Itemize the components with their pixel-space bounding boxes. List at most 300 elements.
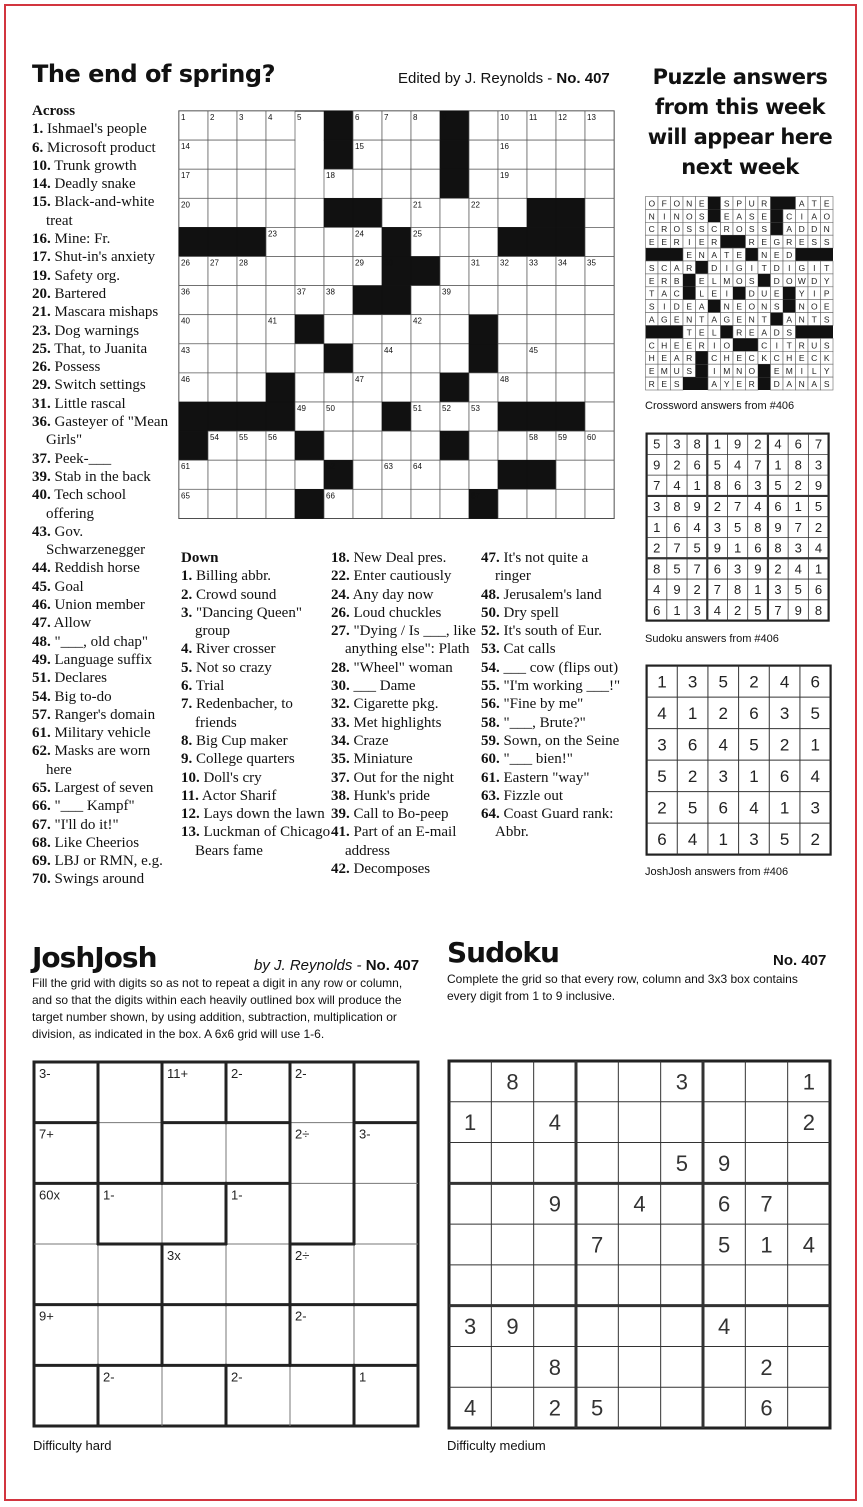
- prev-joshjosh-digit: 1: [779, 798, 790, 818]
- crossword-cell[interactable]: [411, 489, 440, 518]
- cell-number: 38: [326, 287, 335, 297]
- sudoku-digit: 9: [506, 1313, 519, 1339]
- crossword-cell[interactable]: [266, 169, 295, 198]
- crossword-cell[interactable]: [237, 286, 266, 315]
- answer-letter: A: [786, 379, 793, 389]
- crossword-cell[interactable]: [469, 111, 498, 140]
- answer-letter: H: [661, 340, 668, 351]
- prev-sudoku-digit: 9: [693, 499, 701, 515]
- prev-sudoku-digit: 5: [733, 519, 742, 535]
- crossword-cell[interactable]: [527, 315, 556, 344]
- across-clue: 19. Safety org.: [32, 267, 121, 284]
- prev-sudoku-digit: 4: [794, 561, 802, 577]
- answer-letter: C: [673, 288, 680, 299]
- crossword-cell[interactable]: [295, 227, 324, 256]
- across-clue: 29. Switch settings: [32, 377, 146, 394]
- crossword-cell[interactable]: [266, 140, 295, 169]
- crossword-cell[interactable]: [469, 286, 498, 315]
- prev-sudoku-digit: 2: [774, 561, 782, 577]
- crossword-cell[interactable]: [585, 460, 614, 489]
- answer-letter: E: [661, 353, 668, 364]
- prev-sudoku-digit: 9: [733, 436, 742, 452]
- cell-number: 31: [471, 258, 480, 268]
- sudoku-digit: 9: [718, 1150, 731, 1176]
- down-clue: 54. ___ cow (flips out): [481, 659, 619, 676]
- black-square: [721, 326, 734, 339]
- crossword-cell[interactable]: [556, 169, 585, 198]
- crossword-cell[interactable]: [237, 373, 266, 402]
- cell-number: 45: [529, 345, 538, 355]
- prev-sudoku-digit: 6: [733, 478, 742, 494]
- crossword-cell[interactable]: [469, 460, 498, 489]
- black-square: [527, 227, 556, 256]
- answer-letter: N: [748, 314, 755, 325]
- cell-number: 28: [239, 258, 248, 268]
- cell-number: 60: [587, 433, 596, 443]
- cage-clue: 2-: [231, 1369, 243, 1385]
- crossword-cell[interactable]: [556, 315, 585, 344]
- crossword-cell[interactable]: [469, 431, 498, 460]
- across-clue: 68. Like Cheerios: [32, 834, 140, 851]
- down-clue: 3. "Dancing Queen" group: [181, 604, 302, 640]
- crossword-cell[interactable]: [353, 169, 382, 198]
- cage-clue: 2-: [231, 1066, 243, 1081]
- crossword-cell[interactable]: [208, 460, 237, 489]
- cell-number: 27: [210, 258, 219, 268]
- cage-clue: 3-: [359, 1126, 371, 1142]
- prev-joshjosh-digit: 5: [779, 829, 790, 849]
- answer-letter: R: [786, 237, 793, 248]
- prev-sudoku-digit: 9: [713, 540, 721, 556]
- crossword-cell[interactable]: [556, 344, 585, 373]
- crossword-cell[interactable]: [382, 169, 411, 198]
- across-clue: 23. Dog warnings: [32, 322, 140, 339]
- prev-sudoku-digit: 8: [693, 436, 701, 452]
- answer-letter: G: [773, 237, 781, 248]
- crossword-cell[interactable]: [382, 315, 411, 344]
- answer-letter: I: [663, 301, 666, 312]
- answer-letter: U: [748, 198, 755, 209]
- crossword-cell[interactable]: [527, 489, 556, 518]
- joshjosh-byline: by J. Reynolds - No. 407: [254, 957, 420, 974]
- cell-number: 4: [268, 113, 273, 122]
- crossword-cell[interactable]: [208, 140, 237, 169]
- cell-number: 24: [355, 229, 364, 239]
- across-clue: 36. Gasteyer of "Mean Girls": [32, 414, 169, 449]
- answer-letter: H: [648, 353, 655, 364]
- prev-joshjosh-digit: 4: [718, 735, 729, 755]
- cell-number: 58: [529, 433, 538, 443]
- crossword-cell[interactable]: [324, 315, 353, 344]
- crossword-cell[interactable]: [440, 198, 469, 227]
- crossword-cell[interactable]: [498, 431, 527, 460]
- down-clue: 50. Dry spell: [481, 604, 559, 621]
- answer-letter: D: [773, 275, 780, 286]
- sudoku-grid[interactable]: [447, 1059, 833, 1431]
- crossword-cell[interactable]: [295, 198, 324, 227]
- crossword-cell[interactable]: [266, 198, 295, 227]
- answer-letter: S: [823, 314, 830, 325]
- prev-joshjosh-digit: 4: [779, 672, 790, 692]
- answer-letter: U: [761, 288, 768, 299]
- cell-number: 23: [268, 229, 277, 239]
- black-square: [440, 373, 469, 402]
- sudoku-digit: 5: [718, 1232, 731, 1258]
- answer-letter: G: [798, 262, 806, 273]
- cage-clue: 2÷: [295, 1126, 310, 1142]
- answer-letter: E: [648, 237, 655, 248]
- crossword-cell[interactable]: [498, 286, 527, 315]
- prev-sudoku-digit: 3: [774, 582, 782, 598]
- answer-letter: R: [736, 327, 743, 338]
- crossword-cell[interactable]: [237, 140, 266, 169]
- crossword-cell[interactable]: [585, 373, 614, 402]
- prev-sudoku-digit: 5: [673, 561, 681, 577]
- cage-clue: 7+: [39, 1126, 54, 1142]
- answer-letter: H: [723, 353, 730, 364]
- prev-sudoku-digit: 9: [814, 478, 823, 494]
- crossword-cell[interactable]: [353, 489, 382, 518]
- cell-number: 7: [384, 113, 389, 122]
- crossword-cell[interactable]: [208, 344, 237, 373]
- cell-number: 46: [181, 374, 190, 384]
- answer-letter: S: [698, 211, 705, 222]
- black-square: [498, 227, 527, 256]
- crossword-cell[interactable]: [324, 227, 353, 256]
- down-clue: 30. ___ Dame: [331, 678, 416, 695]
- prev-joshjosh-grid: [645, 664, 833, 858]
- crossword-cell[interactable]: [266, 489, 295, 518]
- sudoku-digit: 6: [760, 1395, 773, 1421]
- prev-sudoku-digit: 6: [814, 582, 823, 598]
- crossword-cell[interactable]: [208, 489, 237, 518]
- answer-letter: D: [673, 301, 680, 312]
- black-square: [771, 209, 784, 222]
- answer-letter: O: [748, 366, 756, 377]
- answer-letter: N: [673, 211, 680, 222]
- crossword-cell[interactable]: [208, 315, 237, 344]
- prev-sudoku-digit: 7: [713, 582, 721, 598]
- prev-sudoku-digit: 7: [673, 540, 681, 556]
- crossword-cell[interactable]: [585, 315, 614, 344]
- black-square: [758, 364, 771, 377]
- cell-number: 42: [413, 316, 422, 326]
- across-clue: 16. Mine: Fr.: [32, 231, 111, 248]
- cage-clue: 2÷: [295, 1248, 310, 1263]
- crossword-cell[interactable]: [411, 286, 440, 315]
- answer-letter: T: [699, 314, 705, 325]
- prev-sudoku-digit: 5: [774, 478, 782, 494]
- sudoku-title: Sudoku: [447, 936, 559, 969]
- answer-letter: N: [761, 250, 768, 260]
- crossword-cell[interactable]: [208, 198, 237, 227]
- answer-letter: M: [785, 366, 793, 377]
- answer-letter: E: [736, 301, 743, 312]
- crossword-cell[interactable]: [585, 489, 614, 518]
- answer-letter: S: [698, 224, 705, 235]
- down-clue: 33. Met highlights: [331, 714, 442, 731]
- across-clue: 48. "___, old chap": [32, 633, 148, 650]
- crossword-cell[interactable]: [498, 344, 527, 373]
- crossword-cell[interactable]: [498, 198, 527, 227]
- cell-number: 48: [500, 374, 509, 384]
- answer-letter: T: [649, 288, 655, 299]
- crossword-cell[interactable]: [411, 169, 440, 198]
- black-square: [746, 248, 759, 261]
- answer-letter: S: [648, 262, 655, 273]
- answer-letter: R: [748, 237, 755, 248]
- answer-letter: N: [798, 379, 805, 389]
- crossword-grid[interactable]: [178, 110, 616, 534]
- answer-letter: S: [686, 366, 693, 377]
- answer-letter: A: [661, 288, 668, 299]
- black-square: [324, 344, 353, 373]
- down-clue: 38. Hunk's pride: [331, 787, 430, 804]
- crossword-cell[interactable]: [556, 460, 585, 489]
- black-square: [266, 402, 295, 431]
- crossword-cell[interactable]: [237, 460, 266, 489]
- black-square: [295, 431, 324, 460]
- cell-number: 32: [500, 258, 509, 268]
- cell-number: 9: [442, 113, 447, 122]
- crossword-cell[interactable]: [208, 373, 237, 402]
- crossword-cell[interactable]: [295, 460, 324, 489]
- crossword-cell[interactable]: [353, 431, 382, 460]
- prev-sudoku-digit: 9: [653, 457, 661, 473]
- black-square: [733, 338, 746, 351]
- down-clue: 5. Not so crazy: [181, 659, 272, 676]
- black-square: [696, 377, 709, 390]
- prev-sudoku-digit: 1: [794, 499, 802, 515]
- cell-number: 30: [384, 258, 393, 268]
- crossword-cell[interactable]: [527, 140, 556, 169]
- crossword-cell[interactable]: [440, 489, 469, 518]
- crossword-cell[interactable]: [585, 169, 614, 198]
- crossword-cell[interactable]: [266, 286, 295, 315]
- crossword-cell[interactable]: [440, 315, 469, 344]
- answer-letter: T: [686, 327, 692, 338]
- cell-number: 20: [181, 200, 190, 210]
- sudoku-digit: 8: [506, 1069, 519, 1095]
- crossword-cell[interactable]: [411, 431, 440, 460]
- prev-sudoku-digit: 7: [653, 478, 661, 494]
- crossword-cell[interactable]: [353, 460, 382, 489]
- crossword-cell[interactable]: [527, 373, 556, 402]
- prev-joshjosh-digit: 6: [779, 766, 790, 786]
- cell-number: 67: [471, 491, 480, 501]
- crossword-cell[interactable]: [440, 344, 469, 373]
- answer-letter: E: [736, 379, 743, 389]
- crossword-cell[interactable]: [382, 431, 411, 460]
- crossword-cell[interactable]: [353, 402, 382, 431]
- prev-crossword-caption: Crossword answers from #406: [645, 400, 795, 412]
- prev-joshjosh-digit: 1: [687, 703, 698, 723]
- answer-letter: N: [823, 224, 830, 235]
- crossword-cell[interactable]: [266, 344, 295, 373]
- sudoku-number: No. 407: [773, 952, 827, 969]
- prev-sudoku-digit: 6: [774, 499, 782, 515]
- black-square: [469, 315, 498, 344]
- crossword-cell[interactable]: [498, 489, 527, 518]
- crossword-cell[interactable]: [411, 344, 440, 373]
- answer-letter: D: [811, 224, 818, 235]
- crossword-cell[interactable]: [382, 140, 411, 169]
- answer-letter: S: [823, 379, 830, 389]
- crossword-cell[interactable]: [237, 489, 266, 518]
- across-clue: 39. Stab in the back: [32, 468, 151, 485]
- down-clues-col1: [181, 549, 331, 860]
- crossword-cell[interactable]: [382, 373, 411, 402]
- crossword-cell[interactable]: [527, 169, 556, 198]
- crossword-cell[interactable]: [295, 344, 324, 373]
- answer-letter: C: [648, 340, 655, 351]
- crossword-cell[interactable]: [208, 169, 237, 198]
- across-clue: 46. Union member: [32, 597, 145, 614]
- crossword-cell[interactable]: [324, 373, 353, 402]
- crossword-cell[interactable]: [585, 140, 614, 169]
- crossword-cell[interactable]: [208, 286, 237, 315]
- prev-sudoku-digit: 8: [794, 457, 802, 473]
- crossword-cell[interactable]: [411, 140, 440, 169]
- answer-letter: T: [811, 198, 817, 209]
- black-square: [469, 344, 498, 373]
- answer-letter: D: [773, 327, 780, 338]
- down-clue: 4. River crosser: [181, 641, 276, 658]
- crossword-cell[interactable]: [527, 286, 556, 315]
- crossword-cell[interactable]: [266, 460, 295, 489]
- prev-sudoku-digit: 4: [653, 582, 661, 598]
- cell-number: 19: [500, 171, 509, 181]
- black-square: [783, 300, 796, 313]
- crossword-cell[interactable]: [585, 286, 614, 315]
- crossword-cell[interactable]: [295, 257, 324, 286]
- sudoku-digit: 4: [464, 1395, 477, 1421]
- crossword-cell[interactable]: [237, 198, 266, 227]
- crossword-cell[interactable]: [440, 460, 469, 489]
- black-square: [658, 248, 671, 261]
- prev-sudoku-digit: 7: [693, 561, 701, 577]
- joshjosh-difficulty: Difficulty hard: [33, 1438, 112, 1453]
- crossword-cell[interactable]: [469, 227, 498, 256]
- crossword-cell[interactable]: [353, 315, 382, 344]
- answer-letter: O: [823, 211, 831, 222]
- cell-number: 13: [587, 113, 596, 122]
- answer-letter: L: [711, 327, 717, 338]
- crossword-cell[interactable]: [556, 286, 585, 315]
- black-square: [808, 248, 821, 261]
- black-square: [721, 235, 734, 248]
- cell-number: 14: [181, 142, 190, 152]
- black-square: [382, 227, 411, 256]
- across-clue: 20. Bartered: [32, 285, 107, 302]
- crossword-cell[interactable]: [266, 257, 295, 286]
- crossword-cell[interactable]: [237, 344, 266, 373]
- black-square: [527, 402, 556, 431]
- crossword-cell[interactable]: [556, 489, 585, 518]
- prev-joshjosh-digit: 1: [718, 829, 729, 849]
- cage-clue: 2-: [103, 1369, 115, 1385]
- answer-letter: G: [660, 314, 668, 325]
- prev-sudoku-digit: 4: [733, 457, 742, 473]
- down-clue: 22. Enter cautiously: [331, 568, 452, 585]
- answer-letter: R: [686, 262, 693, 273]
- answer-letter: E: [761, 237, 768, 248]
- across-header: Across: [32, 103, 76, 119]
- sudoku-digit: 2: [802, 1110, 815, 1136]
- answer-letter: T: [724, 250, 730, 260]
- black-square: [658, 326, 671, 339]
- cage-clue: 2-: [295, 1066, 307, 1081]
- sudoku-instructions: Complete the grid so that every row, column and 3x3 box contains every digit from 1 to 9 inclusive.: [447, 972, 798, 1003]
- prev-joshjosh-digit: 3: [718, 766, 729, 786]
- black-square: [696, 261, 709, 274]
- cage-clue: 1: [359, 1369, 367, 1385]
- prev-joshjosh-digit: 1: [810, 735, 821, 755]
- down-clue: 2. Crowd sound: [181, 586, 277, 603]
- answer-letter: S: [823, 340, 830, 351]
- answer-letter: E: [673, 314, 680, 325]
- answer-letter: E: [773, 250, 780, 260]
- crossword-cell[interactable]: [556, 140, 585, 169]
- cell-number: 63: [384, 462, 393, 472]
- cell-number: 21: [413, 200, 422, 210]
- crossword-cell[interactable]: [324, 431, 353, 460]
- crossword-cell[interactable]: [585, 198, 614, 227]
- crossword-cell[interactable]: [237, 169, 266, 198]
- joshjosh-grid[interactable]: [32, 1060, 420, 1430]
- crossword-cell[interactable]: [440, 257, 469, 286]
- black-square: [295, 315, 324, 344]
- crossword-cell[interactable]: [469, 140, 498, 169]
- crossword-cell[interactable]: [556, 373, 585, 402]
- answer-letter: D: [798, 224, 805, 235]
- prev-sudoku-digit: 4: [754, 499, 762, 515]
- black-square: [382, 402, 411, 431]
- crossword-cell[interactable]: [324, 257, 353, 286]
- black-square: [266, 373, 295, 402]
- prev-joshjosh-digit: 2: [810, 829, 821, 849]
- answer-letter: E: [686, 301, 693, 312]
- answer-letter: O: [748, 301, 756, 312]
- sudoku-digit: 4: [548, 1110, 561, 1136]
- crossword-cell[interactable]: [469, 373, 498, 402]
- crossword-cell[interactable]: [585, 344, 614, 373]
- sudoku-digit: 4: [633, 1191, 646, 1217]
- crossword-cell[interactable]: [237, 315, 266, 344]
- crossword-cell[interactable]: [382, 489, 411, 518]
- prev-sudoku-digit: 2: [653, 540, 661, 556]
- crossword-cell[interactable]: [353, 344, 382, 373]
- prev-sudoku-digit: 2: [754, 436, 762, 452]
- black-square: [556, 198, 585, 227]
- crossword-cell[interactable]: [469, 169, 498, 198]
- answer-letter: O: [785, 275, 793, 286]
- crossword-cell[interactable]: [382, 198, 411, 227]
- down-clue: 55. "I'm working ___!": [481, 678, 621, 695]
- crossword-cell[interactable]: [585, 227, 614, 256]
- prev-sudoku-digit: 6: [713, 561, 721, 577]
- crossword-cell[interactable]: [585, 402, 614, 431]
- crossword-cell[interactable]: [440, 227, 469, 256]
- crossword-cell[interactable]: [411, 373, 440, 402]
- answer-letter: R: [723, 224, 730, 235]
- prev-sudoku-digit: 9: [673, 582, 681, 598]
- answer-letter: O: [648, 198, 656, 209]
- crossword-cell[interactable]: [295, 373, 324, 402]
- prev-sudoku-digit: 4: [774, 436, 782, 452]
- crossword-cell[interactable]: [498, 315, 527, 344]
- answer-letter: C: [811, 353, 818, 364]
